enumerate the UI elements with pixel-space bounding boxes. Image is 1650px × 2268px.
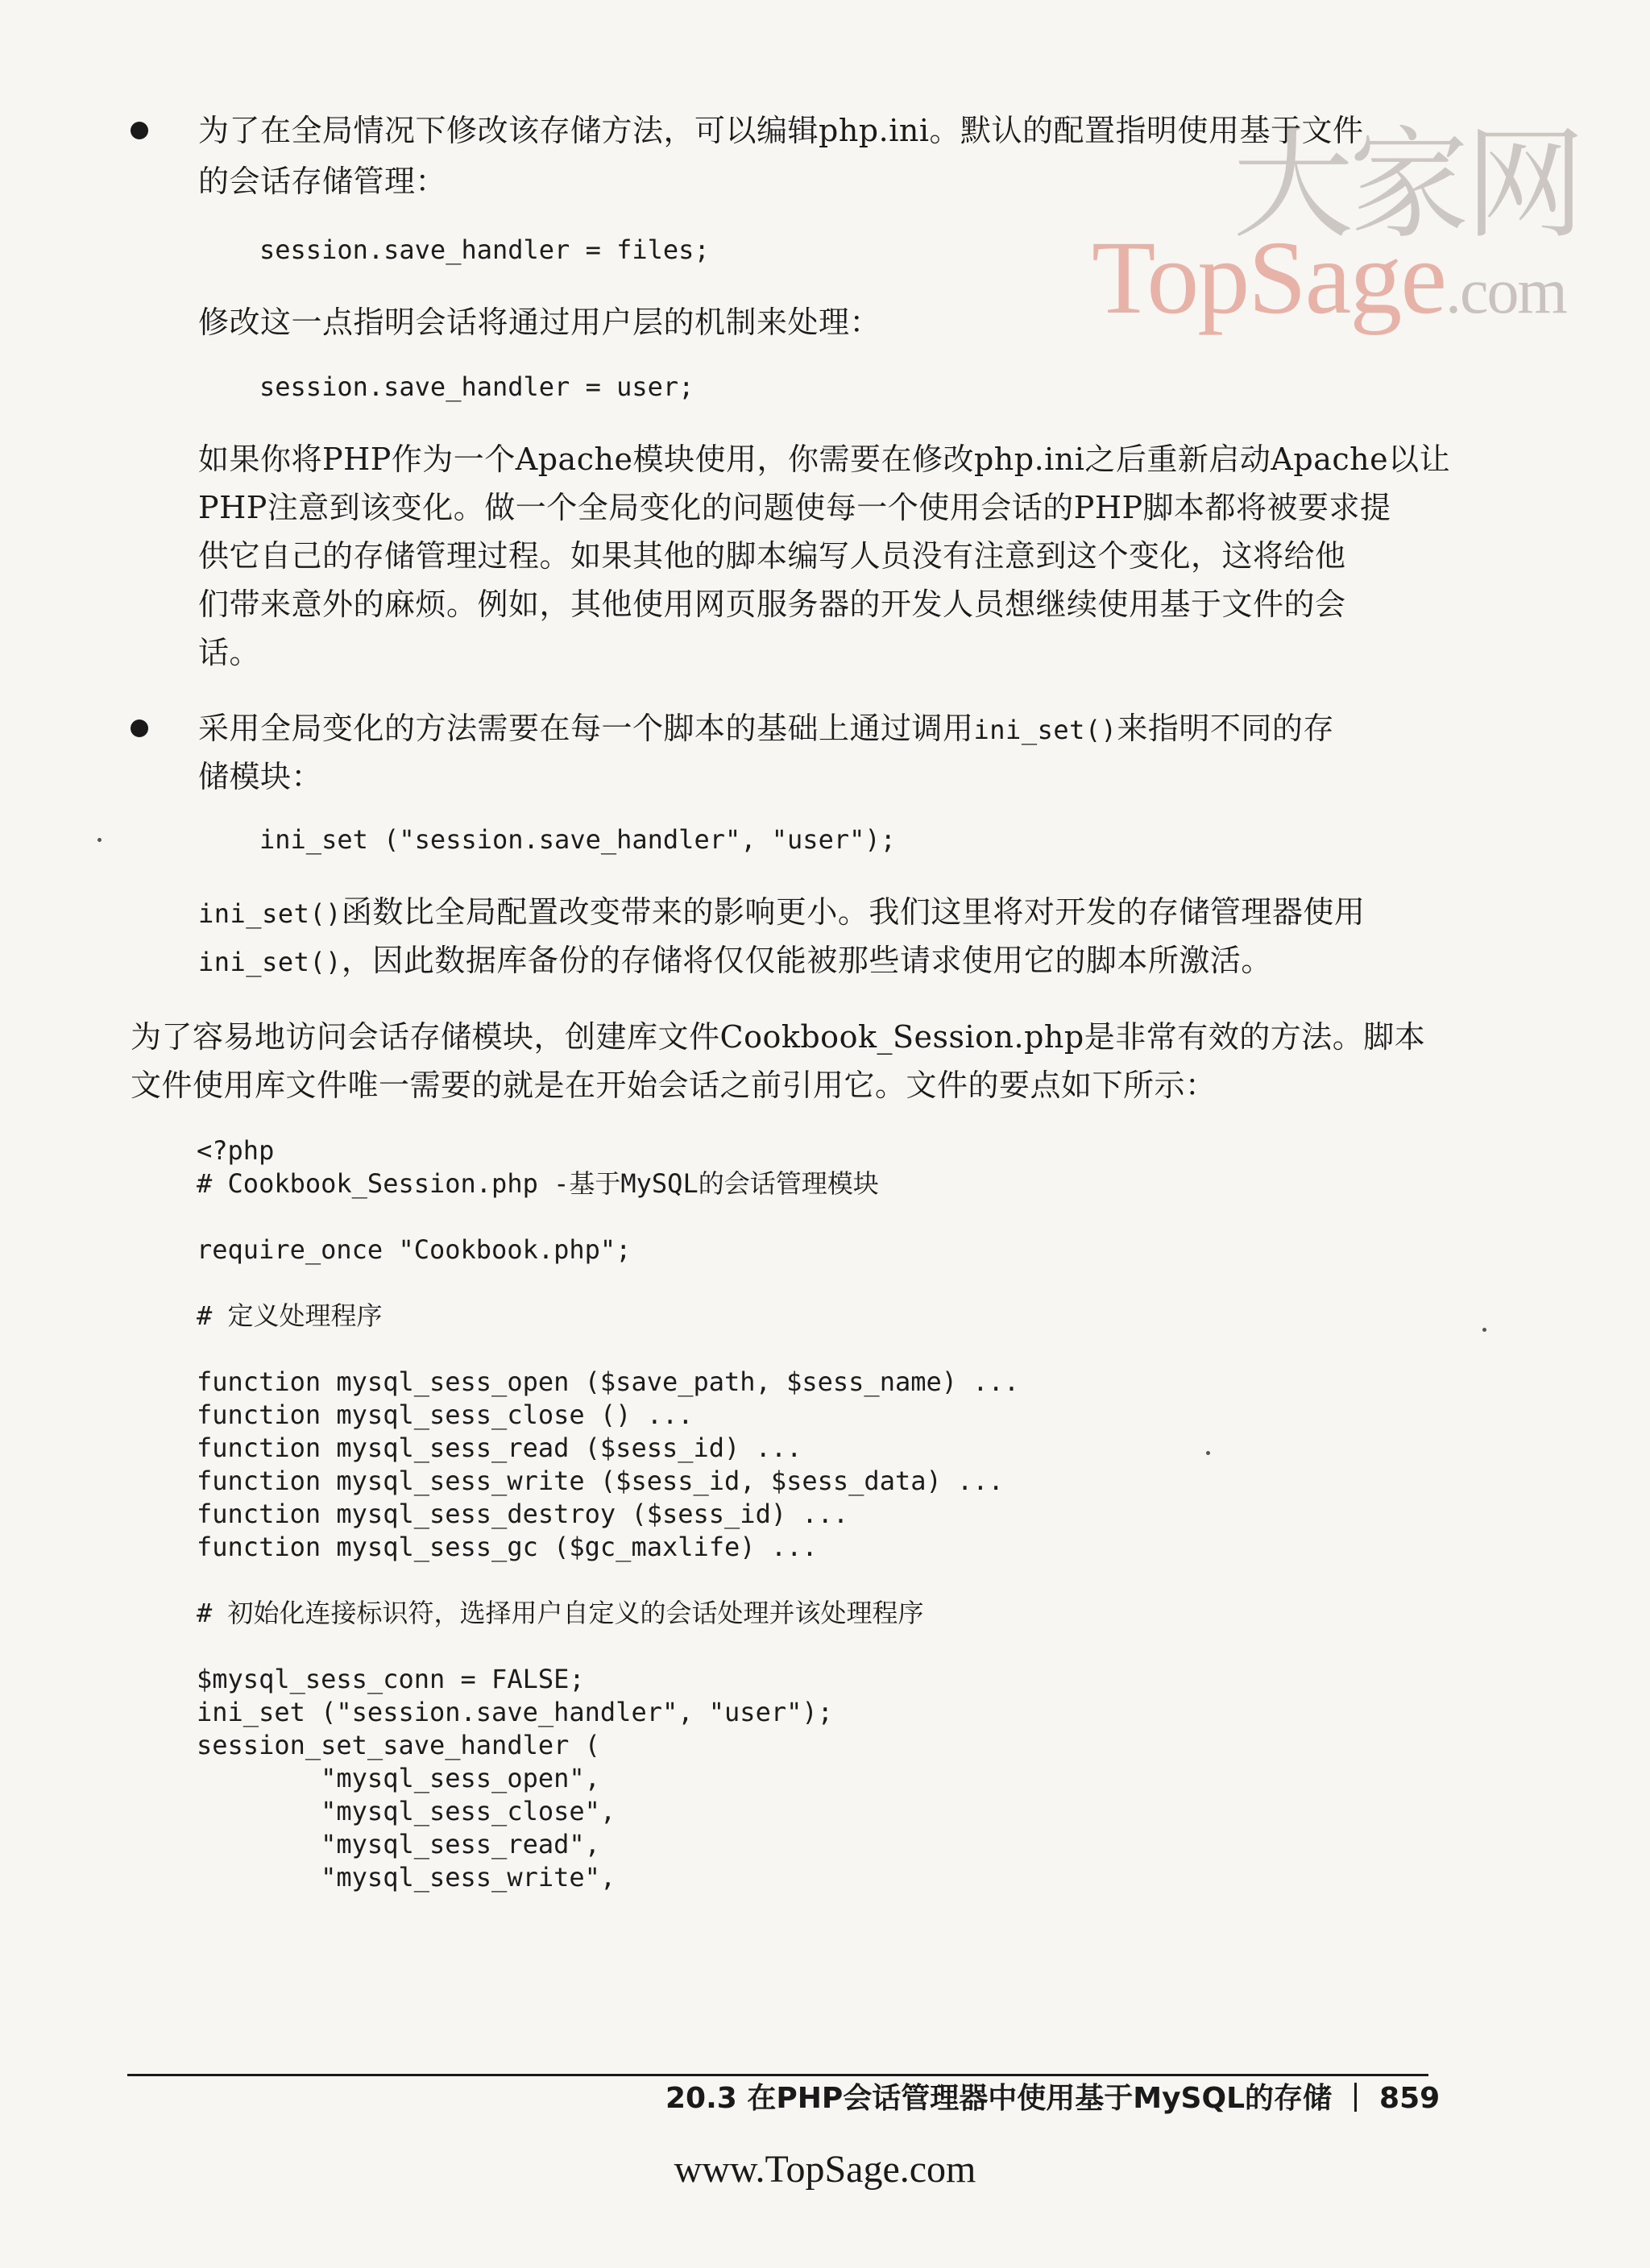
site-url: www.TopSage.com: [674, 2148, 976, 2191]
code-line: ini_set ("session.save_handler", "user");: [197, 1697, 833, 1727]
code-line: [197, 1333, 1019, 1366]
code-line: # Cookbook_Session.php -基于MySQL的会话管理模块: [197, 1168, 879, 1199]
code-line: function mysql_sess_close () ...: [197, 1399, 694, 1430]
code-line: [197, 1564, 1019, 1597]
bullet2-line2: 储模块：: [198, 759, 323, 794]
code-line: [197, 1630, 1019, 1663]
code-ini-set: ini_set ("session.save_handler", "user");: [259, 824, 896, 855]
bullet1-text2: 修改这一点指明会话将通过用户层的机制来处理：: [198, 305, 881, 340]
bullet-icon: [131, 719, 148, 737]
intro-line1: 为了容易地访问会话存储模块，创建库文件Cookbook_Session.php是非常有效的方法。脚本: [131, 1019, 1426, 1055]
code-listing: [197, 1134, 1019, 1894]
code-line: "mysql_sess_open",: [197, 1763, 600, 1793]
bullet1-para-line1: 如果你将PHP作为一个Apache模块使用，你需要在修改php.ini之后重新启动Apache以让: [198, 442, 1451, 477]
code-line: [197, 1200, 1019, 1234]
code-save-handler-files: session.save_handler = files;: [259, 234, 710, 265]
code-line: # 定义处理程序: [197, 1300, 383, 1331]
section-title: 20.3 在PHP会话管理器中使用基于MySQL的存储: [665, 2082, 1333, 2115]
page-number: 859: [1379, 2082, 1441, 2115]
code-save-handler-user: session.save_handler = user;: [259, 371, 694, 402]
bullet1-para-line4: 们带来意外的麻烦。例如，其他使用网页服务器的开发人员想继续使用基于文件的会: [198, 587, 1346, 622]
code-line: function mysql_sess_open ($save_path, $sess_name) ...: [197, 1366, 1020, 1397]
code-line: function mysql_sess_read ($sess_id) ...: [197, 1433, 802, 1463]
code-line: require_once "Cookbook.php";: [197, 1234, 632, 1265]
running-footer: [665, 2075, 1440, 2123]
bullet1-line2: 的会话存储管理：: [198, 164, 447, 199]
bullet-icon: [131, 122, 148, 139]
watermark-brand: TopSage.com: [1092, 220, 1566, 336]
scan-speck: [97, 838, 102, 842]
bullet2-para-line2: ini_set()，因此数据库备份的存储将仅仅能被那些请求使用它的脚本所激活。: [198, 943, 1272, 978]
code-line: "mysql_sess_read",: [197, 1829, 600, 1860]
bullet2-line1: 采用全局变化的方法需要在每一个脚本的基础上通过调用ini_set()来指明不同的存: [198, 711, 1334, 746]
footer-separator: [1354, 2083, 1357, 2112]
code-line: [197, 1267, 1019, 1300]
bullet1-para-line3: 供它自己的存储管理过程。如果其他的脚本编写人员没有注意到这个变化，这将给他: [198, 538, 1346, 574]
bullet1-para-line2: PHP注意到该变化。做一个全局变化的问题使每一个使用会话的PHP脚本都将被要求提: [198, 490, 1391, 525]
code-line: function mysql_sess_gc ($gc_maxlife) ...: [197, 1532, 818, 1562]
code-line: function mysql_sess_write ($sess_id, $sess_data) ...: [197, 1466, 1004, 1496]
watermark-logo: 大家网: [1233, 115, 1582, 255]
intro-line2: 文件使用库文件唯一需要的就是在开始会话之前引用它。文件的要点如下所示：: [131, 1068, 1217, 1103]
code-line: # 初始化连接标识符，选择用户自定义的会话处理并该处理程序: [197, 1598, 924, 1628]
code-line: "mysql_sess_close",: [197, 1796, 616, 1826]
code-line: session_set_save_handler (: [197, 1730, 600, 1760]
code-line: function mysql_sess_destroy ($sess_id) ...: [197, 1499, 849, 1529]
code-line: "mysql_sess_write",: [197, 1862, 616, 1893]
bullet1-line1: 为了在全局情况下修改该存储方法，可以编辑php.ini。默认的配置指明使用基于文件: [198, 113, 1364, 148]
code-line: $mysql_sess_conn = FALSE;: [197, 1664, 585, 1694]
bullet2-para-line1: ini_set()函数比全局配置改变带来的影响更小。我们这里将对开发的存储管理器使用: [198, 894, 1366, 930]
code-line: <?php: [197, 1135, 275, 1166]
bullet1-para-line5: 话。: [198, 635, 261, 670]
scan-speck: [1482, 1328, 1486, 1332]
scan-speck: [1206, 1451, 1210, 1455]
